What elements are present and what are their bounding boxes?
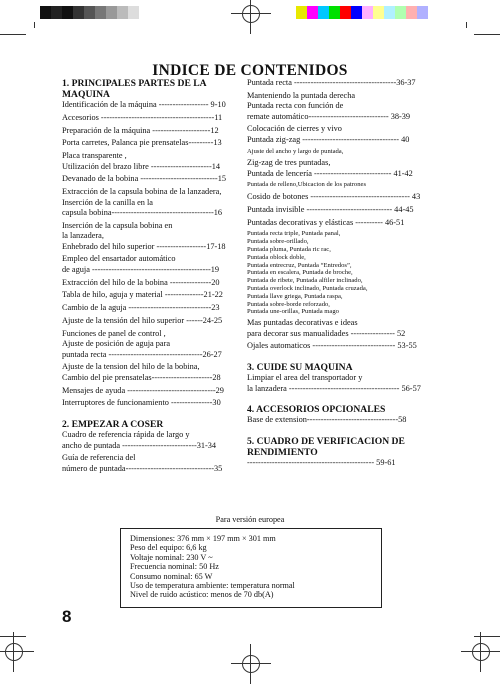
color-swatch — [373, 6, 384, 19]
color-swatch — [417, 6, 428, 19]
toc-entry: Mensajes de ayuda --------------------------------29 — [62, 385, 224, 395]
color-swatch — [106, 6, 117, 19]
toc-entry: Interruptores de funcionamiento ---------------30 — [62, 398, 221, 408]
toc-entry: Mas puntadas decorativas e ideas para decorar sus manualidades ---------------- 52 — [247, 318, 406, 338]
toc-entry: Base de extension---------------------------------58 — [247, 415, 407, 425]
spec-line: Dimensiones: 376 mm × 197 mm × 301 mm — [130, 534, 276, 543]
toc-entry: Porta carretes, Palanca pie prensatelas---------13 — [62, 138, 222, 148]
crop-mark — [474, 34, 500, 35]
registration-target-bottom — [239, 652, 263, 676]
toc-entry: Cambio de la aguja ------------------------------23 — [62, 303, 220, 313]
toc-entry: Puntada recta -------------------------------------36-37 — [247, 78, 416, 87]
toc-entry: Preparación de la máquina ---------------------12 — [62, 125, 219, 135]
color-swatch — [40, 6, 51, 19]
color-swatch — [351, 6, 362, 19]
toc-entry: Zig-zag de tres puntadas, Puntada de lencería ---------------------------- 41-42 — [247, 158, 413, 178]
page-number: 8 — [62, 607, 72, 626]
page-title: INDICE DE CONTENIDOS — [152, 62, 348, 79]
spacer — [62, 411, 240, 419]
section-heading: 2. EMPEZAR A COSER — [62, 419, 164, 431]
color-swatch — [117, 6, 128, 19]
spec-line: Peso del equipo: 6,6 kg — [130, 543, 207, 553]
spec-line: Consumo nominal: 65 W — [130, 571, 213, 581]
spec-line: Uso de temperatura ambiente: temperatura normal — [130, 581, 295, 591]
toc-entry: Placa transparente , Utilización del brazo libre ----------------------14 — [62, 151, 221, 171]
toc-entry: Manteniendo la puntada derecha Puntada recta con función de remate automático----------------------------- 38-39 — [247, 90, 411, 121]
color-swatch — [62, 6, 73, 19]
toc-entry: Puntada invisible ------------------------------- 44-45 — [247, 204, 414, 214]
toc-entry: Limpiar el area del transportador y la lanzadera ---------------------------------------- 56-57 — [247, 373, 421, 393]
toc-right-column — [247, 78, 425, 471]
europe-version-label: Para versión europea — [215, 515, 285, 524]
color-swatch — [51, 6, 62, 19]
color-swatch — [329, 6, 340, 19]
toc-entry: Devanado de la bobina ----------------------------15 — [62, 174, 226, 184]
specifications-box — [120, 528, 382, 608]
section-heading: 5. CUADRO DE VERIFICACION DE RENDIMIENTO — [247, 436, 405, 459]
color-swatch — [296, 6, 307, 19]
crop-mark — [0, 636, 26, 637]
registration-target-top — [239, 2, 263, 26]
color-swatch — [128, 6, 139, 19]
toc-entry: Puntadas decorativas y elásticas ---------- 46-51 — [247, 217, 405, 227]
toc-entry: Ajuste de la tension del hilo de la bobina, Cambio del pie prensatelas----------------------28 — [62, 362, 221, 382]
crop-mark — [466, 22, 467, 28]
toc-entry: Ojales automaticos ------------------------------ 53-55 — [247, 341, 417, 351]
section-heading: 1. PRINCIPALES PARTES DE LA MAQUINA — [62, 78, 207, 100]
registration-target-right — [469, 640, 493, 664]
toc-entry: Inserción de la capsula bobina en la lanzadera, Enhebrado del hilo superior ------------------17-18 — [62, 220, 226, 251]
crop-mark — [474, 636, 500, 637]
toc-entry: Identificación de la máquina ------------------ 9-10 — [62, 100, 226, 109]
toc-entry: Ajuste de la tensión del hilo superior ------24-25 — [62, 316, 223, 325]
toc-left-column — [62, 78, 240, 477]
registration-target-left — [2, 640, 26, 664]
spec-line: Voltaje nominal: 230 V ~ — [130, 552, 213, 562]
crop-mark — [0, 34, 26, 35]
color-swatch — [406, 6, 417, 19]
color-swatch — [318, 6, 329, 19]
color-swatch — [95, 6, 106, 19]
color-swatch — [340, 6, 351, 19]
toc-entry: Guía de referencia del número de puntada--------------------------------35 — [62, 453, 223, 473]
spacer — [247, 428, 425, 436]
toc-entry: Cosido de botones ------------------------------------ 43 — [247, 192, 421, 201]
color-swatch — [84, 6, 95, 19]
spec-line: Frecuencia nominal: 50 Hz — [130, 562, 219, 572]
spacer — [247, 396, 425, 404]
registration-color-bar-grayscale — [40, 6, 139, 19]
toc-entry: Extracción de la capsula bobina de la lanzadera, Inserción de la canilla en la capsula bobina-------------------------------------16 — [62, 187, 223, 217]
toc-entry: Empleo del ensartador automático de aguja -------------------------------------------19 — [62, 254, 220, 274]
registration-color-bar-color — [296, 6, 428, 19]
toc-entry: Tabla de hilo, aguja y material --------------21-22 — [62, 290, 223, 300]
color-swatch — [307, 6, 318, 19]
toc-entry: Extracción del hilo de la bobina ---------------20 — [62, 277, 220, 287]
toc-entry: Cuadro de referencia rápida de largo y ancho de puntada ---------------------------31-34 — [62, 430, 217, 450]
section-heading: 4. ACCESORIOS OPCIONALES — [247, 404, 386, 416]
section-heading: 3. CUIDE SU MAQUINA — [247, 362, 353, 374]
color-swatch — [362, 6, 373, 19]
spacer — [247, 354, 425, 362]
toc-subentry: Puntada de relleno,Ubicacion de los patrones — [247, 181, 367, 189]
color-swatch — [384, 6, 395, 19]
color-swatch — [73, 6, 84, 19]
stitch-list: Puntada recta triple, Puntada panal, Puntada sobre-orillado, Puntada pluma, Puntada ric rac, Puntada oblock doble, Puntada entrecruz, Puntada “Entredos”, Puntada en escalera, Puntada de broche, Puntada de ribete, Puntada alfiler inclinado, Puntada overlock inclinado, Puntada cruzada, Puntada llave griega, Puntada raspa, Puntada sobre-borde reforzado, Puntada une-orillas, Puntada mago — [247, 230, 368, 316]
toc-entry: Funciones de panel de control , Ajuste de posición de aguja para puntada recta ----------------------------------26-27 — [62, 328, 222, 359]
toc-entry: ---------------------------------------------- 59-61 — [247, 458, 396, 468]
color-swatch — [395, 6, 406, 19]
toc-entry: Colocación de cierres y vivo Puntada zig-zag ----------------------------------- 40 — [247, 124, 410, 144]
toc-subentry: Ajuste del ancho y largo de puntada, — [247, 147, 344, 155]
toc-entry: Accesorios -----------------------------------------11 — [62, 112, 223, 122]
crop-mark — [34, 22, 35, 28]
spec-line: Nivel de ruido acústico: menos de 70 db(A) — [130, 590, 274, 600]
